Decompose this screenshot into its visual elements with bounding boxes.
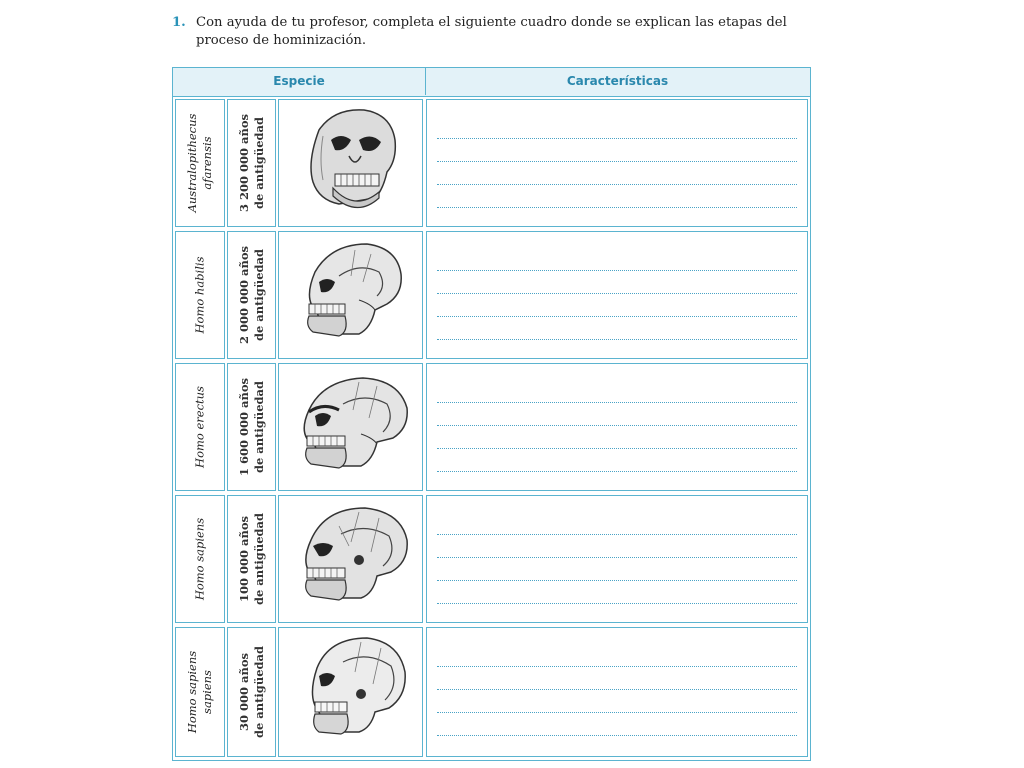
answer-line [437, 534, 797, 535]
table-row [173, 625, 810, 759]
species-age: 1 600 000 años [236, 378, 251, 476]
answer-line [437, 557, 797, 558]
instruction-text: Con ayuda de tu profesor, completa el siguiente cuadro donde se explican las etapas del proceso de hominización. [196, 15, 787, 48]
species-name: Homo sapiens [185, 650, 199, 734]
species-name-cell [175, 363, 225, 491]
instruction-number: 1. [172, 15, 186, 30]
answer-line [437, 316, 797, 317]
instruction [172, 14, 822, 50]
skull-erectus-icon [279, 364, 422, 490]
answer-line [437, 339, 797, 340]
species-age-line2: de antigüedad [251, 248, 266, 342]
skull-sapiens-icon [279, 496, 422, 622]
table-row [173, 229, 810, 361]
species-age: 2 000 000 años [236, 246, 251, 344]
answer-line [437, 207, 797, 208]
species-age: 100 000 años [236, 516, 251, 602]
table-row [173, 97, 810, 229]
table-header [173, 68, 810, 97]
answer-line [437, 580, 797, 581]
species-age-line2: de antigüedad [251, 645, 266, 739]
species-age-cell [227, 495, 276, 623]
species-name-line2: sapiens [200, 670, 214, 714]
species-name: Homo habilis [192, 256, 207, 334]
species-age: 30 000 años [236, 653, 251, 731]
species-name-cell [175, 231, 225, 359]
skull-image-cell [278, 495, 423, 623]
skull-habilis-icon [279, 232, 422, 358]
species-name: Australopithecus [185, 113, 199, 213]
species-age-line2: de antigüedad [251, 380, 266, 474]
features-answer-cell[interactable] [426, 99, 808, 227]
species-name-cell [175, 99, 225, 227]
answer-line [437, 161, 797, 162]
species-age-line2: de antigüedad [251, 512, 266, 606]
answer-line [437, 184, 797, 185]
species-name-cell [175, 495, 225, 623]
skull-image-cell [278, 627, 423, 757]
features-answer-cell[interactable] [426, 363, 808, 491]
features-answer-cell[interactable] [426, 495, 808, 623]
table-row [173, 493, 810, 625]
species-name-line2: afarensis [200, 136, 214, 190]
features-answer-cell[interactable] [426, 231, 808, 359]
species-age-cell [227, 363, 276, 491]
species-name: Homo sapiens [192, 517, 207, 601]
species-name-cell [175, 627, 225, 757]
answer-line [437, 712, 797, 713]
features-answer-cell[interactable] [426, 627, 808, 757]
skull-image-cell [278, 231, 423, 359]
skull-australopithecus-icon [279, 100, 422, 226]
header-features: Características [566, 74, 669, 88]
answer-line [437, 293, 797, 294]
species-age: 3 200 000 años [236, 114, 251, 212]
answer-line [437, 666, 797, 667]
hominization-table [172, 67, 811, 761]
answer-line [437, 402, 797, 403]
answer-line [437, 138, 797, 139]
answer-line [437, 603, 797, 604]
skull-image-cell [278, 363, 423, 491]
species-age-cell [227, 99, 276, 227]
answer-line [437, 270, 797, 271]
answer-line [437, 735, 797, 736]
answer-line [437, 689, 797, 690]
answer-line [437, 425, 797, 426]
skull-sapiens-sapiens-icon [279, 628, 422, 756]
skull-image-cell [278, 99, 423, 227]
answer-line [437, 448, 797, 449]
species-age-cell [227, 627, 276, 757]
species-age-line2: de antigüedad [251, 116, 266, 210]
table-row [173, 361, 810, 493]
header-species: Especie [173, 68, 426, 95]
species-name: Homo erectus [192, 386, 207, 468]
answer-line [437, 471, 797, 472]
species-age-cell [227, 231, 276, 359]
